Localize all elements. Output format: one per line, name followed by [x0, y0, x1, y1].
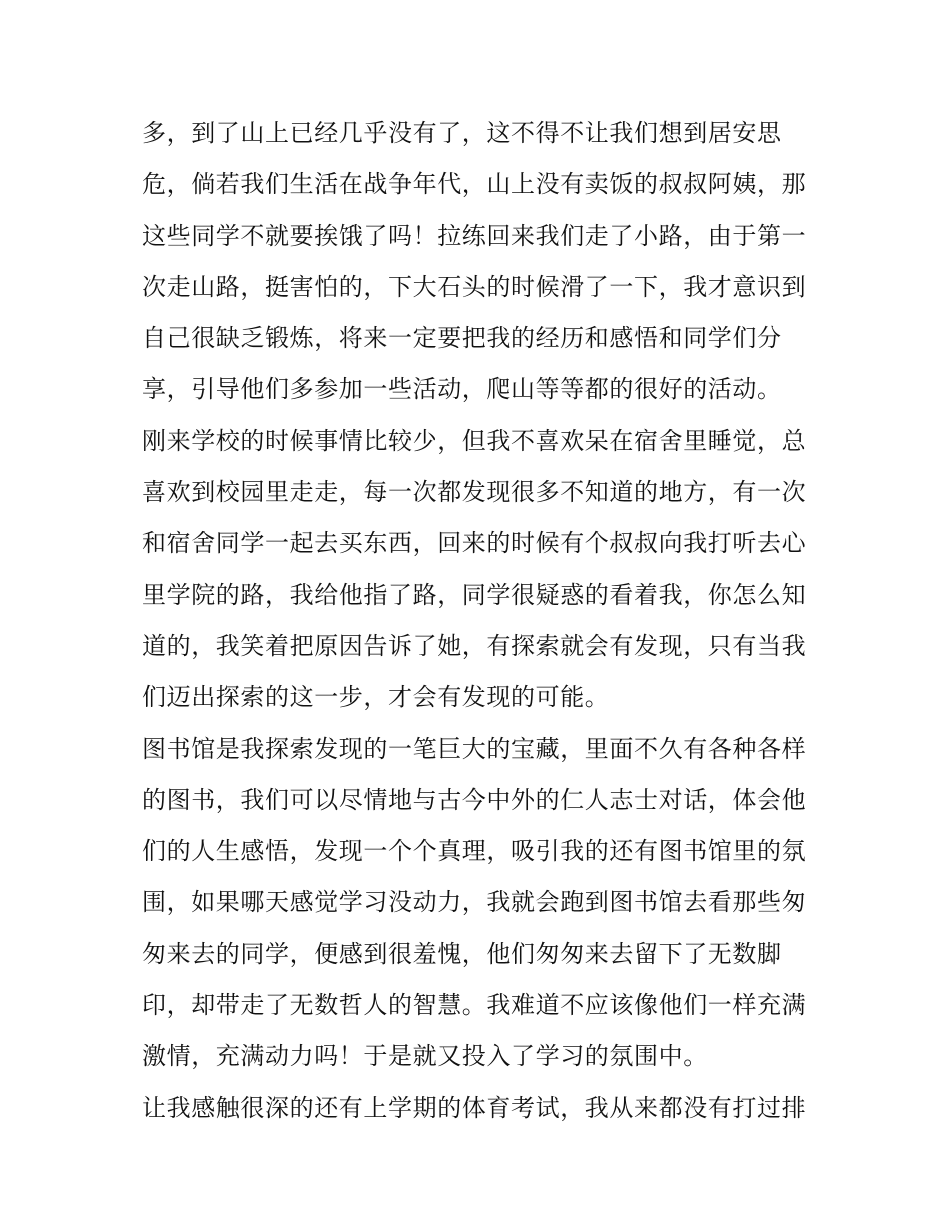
text-line: 刚来学校的时候事情比较少，但我不喜欢呆在宿舍里睡觉，总: [142, 426, 807, 455]
text-line: 的图书，我们可以尽情地与古今中外的仁人志士对话，体会他: [142, 785, 807, 814]
document-body: [142, 108, 822, 1134]
text-line: 道的，我笑着把原因告诉了她，有探索就会有发现，只有当我: [142, 631, 807, 660]
text-line: 享，引导他们多参加一些活动，爬山等等都的很好的活动。: [142, 375, 782, 404]
text-line: 自己很缺乏锻炼，将来一定要把我的经历和感悟和同学们分: [142, 324, 782, 353]
text-line: 围，如果哪天感觉学习没动力，我就会跑到图书馆去看那些匆: [142, 888, 807, 917]
text-line: 里学院的路，我给他指了路，同学很疑惑的看着我，你怎么知: [142, 580, 807, 609]
text-line: 喜欢到校园里走走，每一次都发现很多不知道的地方，有一次: [142, 478, 807, 507]
text-line: 这些同学不就要挨饿了吗！拉练回来我们走了小路，由于第一: [142, 221, 807, 250]
text-line: 激情，充满动力吗！于是就又投入了学习的氛围中。: [142, 1042, 708, 1071]
text-line: 危，倘若我们生活在战争年代，山上没有卖饭的叔叔阿姨，那: [142, 170, 807, 199]
text-line: 让我感触很深的还有上学期的体育考试，我从来都没有打过排: [142, 1093, 807, 1122]
text-line: 次走山路，挺害怕的，下大石头的时候滑了一下，我才意识到: [142, 272, 807, 301]
text-line: 印，却带走了无数哲人的智慧。我难道不应该像他们一样充满: [142, 991, 807, 1020]
text-line: 们的人生感悟，发现一个个真理，吸引我的还有图书馆里的氛: [142, 837, 807, 866]
text-line: 多，到了山上已经几乎没有了，这不得不让我们想到居安思: [142, 119, 782, 147]
text-line: 和宿舍同学一起去买东西，回来的时候有个叔叔向我打听去心: [142, 529, 807, 558]
text-line: 们迈出探索的这一步，才会有发现的可能。: [142, 683, 610, 712]
text-line: 图书馆是我探索发现的一笔巨大的宝藏，里面不久有各种各样: [142, 734, 807, 763]
text-line: 匆来去的同学，便感到很羞愧，他们匆匆来去留下了无数脚: [142, 939, 782, 968]
